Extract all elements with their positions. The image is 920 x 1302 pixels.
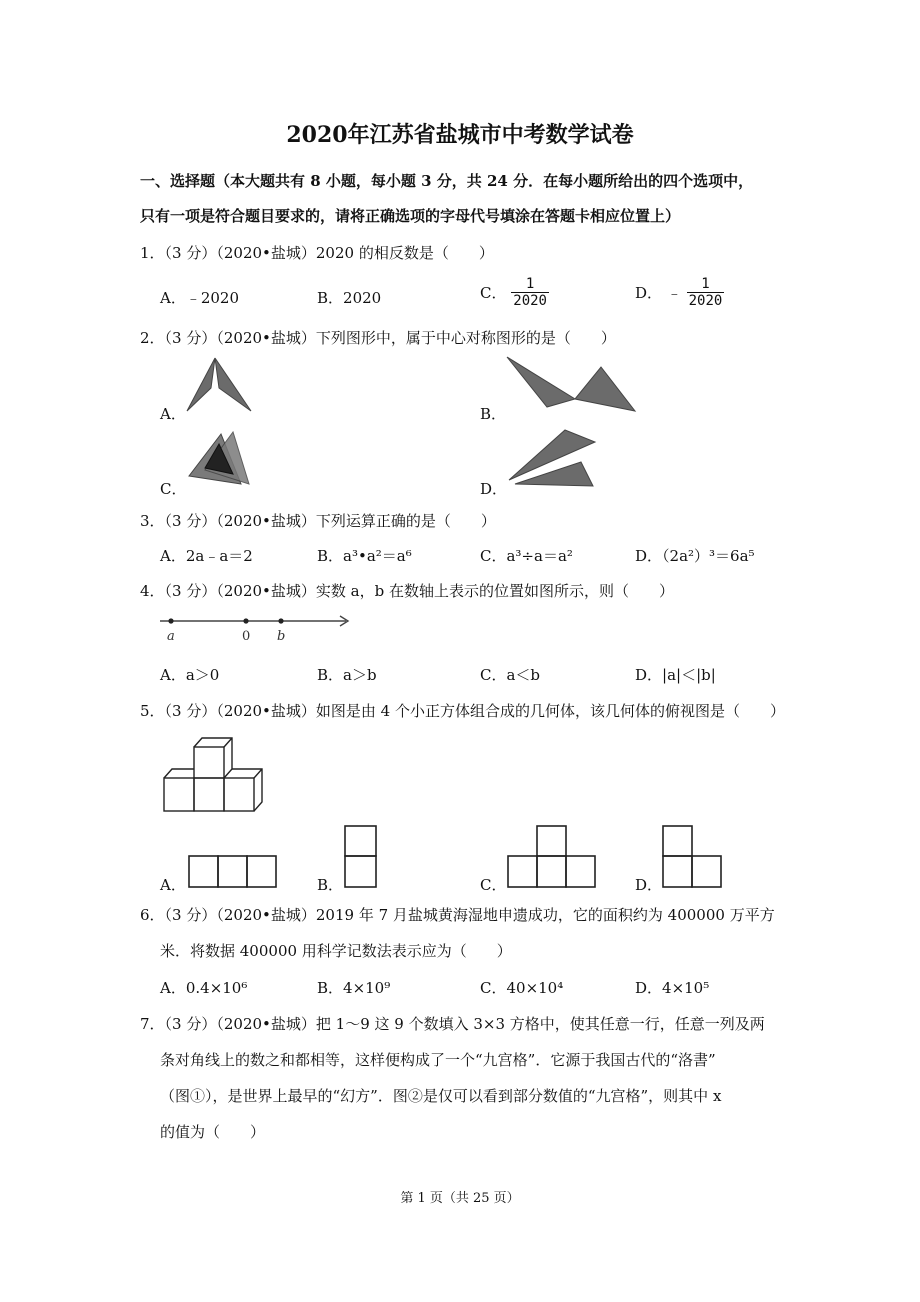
axis-label-a: a [167, 629, 175, 644]
question-6-line1: 6．（3 分）（2020•盐城）2019 年 7 月盐城黄海湿地申遗成功，它的面积约为 400000 万平方 [140, 906, 775, 924]
question-2-stem: 2．（3 分）（2020•盐城）下列图形中，属于中心对称图形的是（ ） [140, 329, 616, 347]
q4-option-b: B．a＞b [317, 666, 377, 684]
q5-option-d: D． [635, 876, 663, 894]
q2-option-b: B． [480, 405, 507, 423]
q1-option-c-label: C． [480, 284, 507, 302]
fraction-numerator: 1 [701, 276, 710, 292]
q5-view-c [506, 824, 598, 890]
page-footer: 第 1 页（共 25 页） [400, 1191, 520, 1206]
q3-option-c: C．a³÷a＝a² [480, 547, 573, 565]
q5-view-a [187, 854, 279, 890]
q2-option-d: D． [480, 480, 508, 498]
q4-number-line [160, 612, 360, 646]
fraction-denominator: 2020 [513, 293, 547, 309]
q2-figure-d [505, 428, 615, 492]
q2-figure-c [185, 428, 265, 492]
page-title: 2020年江苏省盐城市中考数学试卷 [286, 122, 634, 148]
q3-option-d: D．（2a²）³＝6a⁵ [635, 547, 755, 565]
point-zero [243, 618, 248, 623]
q1-option-d [635, 276, 724, 309]
question-7-line3: （图①），是世界上最早的“幻方”．图②是仅可以看到部分数值的“九宫格”，则其中 x [160, 1087, 722, 1105]
question-7-line1: 7．（3 分）（2020•盐城）把 1～9 这 9 个数填入 3×3 方格中，使其任意一行，任意一列及两 [140, 1015, 765, 1033]
q5-option-a: A． [160, 876, 186, 894]
q1-option-a: A．﹣2020 [160, 289, 240, 307]
question-5-stem: 5．（3 分）（2020•盐城）如图是由 4 个小正方体组合成的几何体，该几何体的俯视图是（ ） [140, 702, 785, 720]
question-7-line2: 条对角线上的数之和都相等，这样便构成了一个“九宫格”．它源于我国古代的“洛書” [160, 1051, 716, 1069]
q1-option-c [480, 276, 549, 309]
q5-solid-figure [162, 735, 272, 815]
q2-option-a: A． [160, 405, 186, 423]
q6-option-b: B．4×10⁹ [317, 979, 391, 997]
q1-option-d-fraction [687, 276, 725, 309]
q1-option-c-fraction [511, 276, 549, 309]
q6-option-d: D．4×10⁵ [635, 979, 710, 997]
q5-option-c: C． [480, 876, 507, 894]
axis-label-b: b [277, 629, 286, 644]
q1-option-d-sign: ﹣ [666, 284, 682, 302]
q1-option-b: B．2020 [317, 289, 382, 307]
point-a [168, 618, 173, 623]
q3-option-b: B．a³•a²＝a⁶ [317, 547, 412, 565]
q5-option-b: B． [317, 876, 344, 894]
q2-figure-b [505, 355, 645, 415]
question-4-stem: 4．（3 分）（2020•盐城）实数 a，b 在数轴上表示的位置如图所示，则（ ） [140, 582, 674, 600]
q4-option-c: C．a＜b [480, 666, 541, 684]
fraction-numerator: 1 [525, 276, 535, 292]
fraction-denominator: 2020 [688, 293, 723, 309]
section-heading-line1: 一、选择题（本大题共有 8 小题，每小题 3 分，共 24 分．在每小题所给出的四个选项中， [140, 172, 754, 190]
question-1-stem: 1．（3 分）（2020•盐城）2020 的相反数是（ ） [140, 244, 494, 262]
q4-option-a: A．a＞0 [160, 666, 220, 684]
question-3-stem: 3．（3 分）（2020•盐城）下列运算正确的是（ ） [140, 512, 496, 530]
q5-view-b [343, 824, 379, 890]
question-6-line2: 米．将数据 400000 用科学记数法表示应为（ ） [160, 942, 512, 960]
q5-view-d [661, 824, 725, 890]
q2-figure-a [185, 356, 265, 416]
question-7-line4: 的值为（ ） [160, 1123, 266, 1141]
q6-option-a: A．0.4×10⁶ [160, 979, 248, 997]
q1-option-d-label: D． [635, 284, 663, 302]
section-heading-line2: 只有一项是符合题目要求的，请将正确选项的字母代号填涂在答题卡相应位置上） [140, 207, 681, 225]
q2-option-c: C． [160, 480, 187, 498]
axis-label-zero: 0 [242, 629, 251, 644]
point-b [278, 618, 283, 623]
q4-option-d: D．|a|＜|b| [635, 666, 716, 684]
q3-option-a: A．2a﹣a＝2 [160, 547, 253, 565]
q6-option-c: C．40×10⁴ [480, 979, 564, 997]
